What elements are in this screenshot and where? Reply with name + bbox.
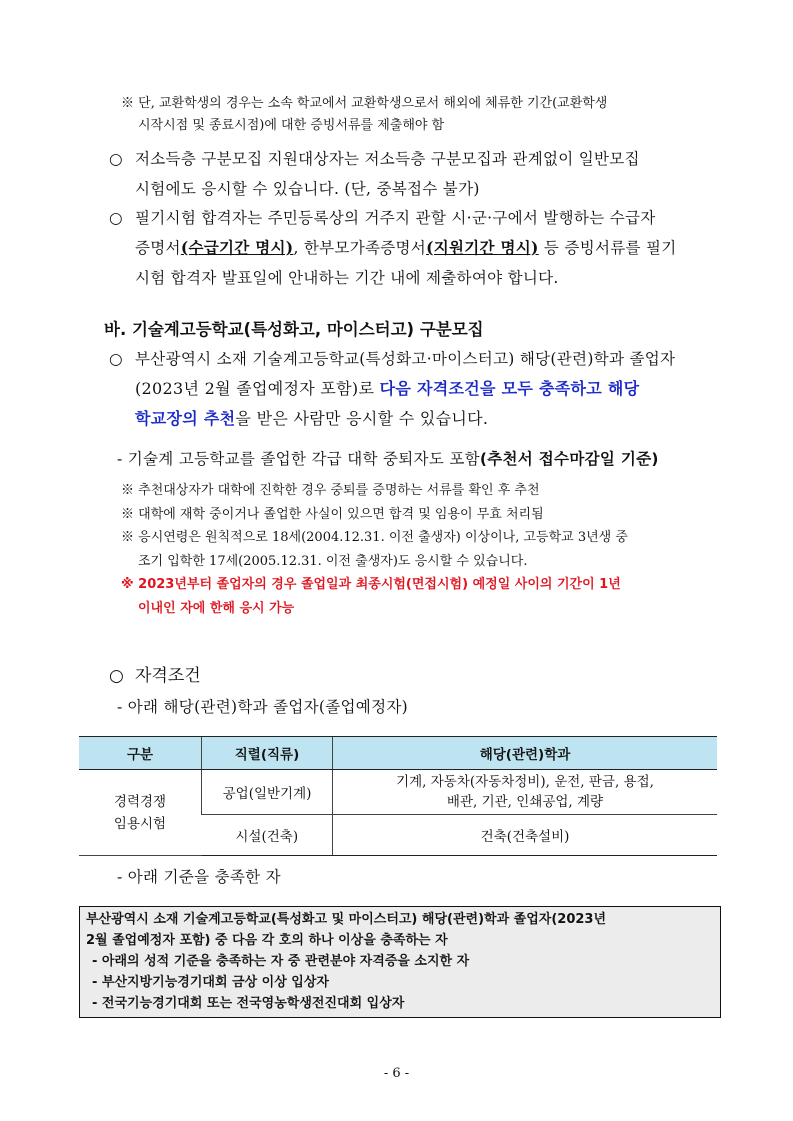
dept-cell [333, 770, 718, 815]
emphasis-text: (추천서 접수마감일 기준) [479, 450, 659, 468]
qualification-dash-1: - 아래 해당(관련)학과 졸업자(졸업예정자) [117, 698, 408, 716]
intro-text: (2023년 2월 졸업예정자 포함)로 [135, 379, 380, 398]
box-line: 부산광역시 소재 기술계고등학교(특성화고 및 마이스터고) 해당(관련)학과 졸업자(2023년 [86, 912, 607, 927]
note-line: ※ 추천대상자가 대학에 진학한 경우 중퇴를 증명하는 서류를 확인 후 추천 [121, 483, 540, 498]
note-line: ※ 대학에 재학 중이거나 졸업한 사실이 있으면 합격 및 임용이 무효 처리됨 [121, 506, 544, 522]
bullet-circle: ○ [109, 209, 123, 227]
box-item: - 아래의 성적 기준을 충족하는 자 중 관련분야 자격증을 소지한 자 [92, 954, 470, 969]
box-item: - 부산지방기능경기대회 금상 이상 입상자 [92, 975, 329, 990]
bullet-text: 시험에도 응시할 수 있습니다. (단, 중복접수 불가) [135, 180, 480, 198]
bullet-text: , 한부모가족증명서 [293, 239, 427, 257]
cell-text: 배관, 기관, 인쇄공업, 계량 [446, 794, 604, 810]
qualification-dash-2: - 아래 기준을 충족한 자 [117, 868, 281, 886]
dropout-included-line [117, 444, 659, 474]
heading-text: 자격조건 [135, 666, 201, 686]
emphasis-text: (수급기간 명시) [180, 238, 294, 257]
bullet-text: 시험 합격자 발표일에 안내하는 기간 내에 제출하여야 합니다. [135, 269, 559, 287]
series-cell: 시설(건축) [202, 815, 333, 856]
cell-text: 기계, 자동차(자동차정비), 운전, 판금, 용접, [396, 774, 654, 790]
dash-text: - 기술계 고등학교를 졸업한 각급 대학 중퇴자도 포함 [117, 450, 480, 468]
intro-text: 을 받은 사람만 응시할 수 있습니다. [235, 409, 489, 428]
table-row [79, 770, 717, 815]
bullet-text: 증명서 [135, 239, 181, 257]
cell-text: 임용시험 [113, 815, 167, 832]
department-table [79, 736, 717, 856]
bullet-circle: ○ [109, 150, 123, 168]
documents-bullet [109, 203, 677, 293]
box-line: 2월 졸업예정자 포함) 중 다음 각 호의 하나 이상을 충족하는 자 [86, 933, 448, 948]
exchange-student-note [121, 93, 607, 137]
emphasis-text: 다음 자격조건을 모두 충족하고 해당 [379, 379, 640, 398]
section-notes [121, 479, 628, 620]
bullet-text: 등 증빙서류를 필기 [538, 239, 677, 257]
note-line: 조기 입학한 17세(2005.12.31. 이전 출생자)도 응시할 수 있습니다. [138, 553, 528, 569]
low-income-bullet [109, 144, 640, 204]
qualifications-heading [109, 661, 201, 686]
section-intro [109, 344, 675, 434]
bullet-text: 저소득층 구분모집 지원대상자는 저소득층 구분모집과 관계없이 일반모집 [135, 150, 640, 168]
page-number: - 6 - [383, 1066, 410, 1081]
note-line: ※ 응시연령은 원칙적으로 18세(2004.12.31. 이전 출생자) 이상이나, 고등학교 3년생 중 [121, 530, 628, 545]
cell-text: 경력경쟁 [113, 793, 167, 810]
criteria-box [79, 906, 721, 1018]
table-header: 해당(관련)학과 [333, 737, 718, 770]
dept-cell: 건축(건축설비) [333, 815, 718, 856]
bullet-text: 필기시험 합격자는 주민등록상의 거주지 관할 시·군·구에서 발행하는 수급자 [135, 209, 656, 227]
emphasis-text: 학교장의 추천 [135, 409, 236, 428]
table-header-row [79, 737, 717, 770]
box-item: - 전국기능경기대회 또는 전국영농학생전진대회 입상자 [92, 996, 405, 1011]
table-header: 직렬(직류) [202, 737, 333, 770]
red-note-line: 이내인 자에 한해 응시 가능 [138, 600, 295, 616]
red-note-line: ※ 2023년부터 졸업자의 경우 졸업일과 최종시험(면접시험) 예정일 사이의 기간이 1년 [121, 577, 621, 592]
emphasis-text: (지원기간 명시) [426, 238, 539, 257]
bullet-circle: ○ [109, 350, 123, 368]
series-cell: 공업(일반기계) [202, 770, 333, 815]
note-line: ※ 단, 교환학생의 경우는 소속 학교에서 교환학생으로서 해외에 체류한 기간(교환학생 [121, 96, 608, 111]
section-heading: 바. 기술계고등학교(특성화고, 마이스터고) 구분모집 [104, 320, 484, 339]
table-header: 구분 [79, 737, 202, 770]
note-line: 시작시점 및 종료시점)에 대한 증빙서류를 제출해야 함 [138, 118, 445, 133]
intro-text: 부산광역시 소재 기술계고등학교(특성화고·마이스터고) 해당(관련)학과 졸업자 [135, 350, 676, 368]
category-cell [79, 770, 202, 856]
bullet-circle: ○ [109, 666, 124, 686]
